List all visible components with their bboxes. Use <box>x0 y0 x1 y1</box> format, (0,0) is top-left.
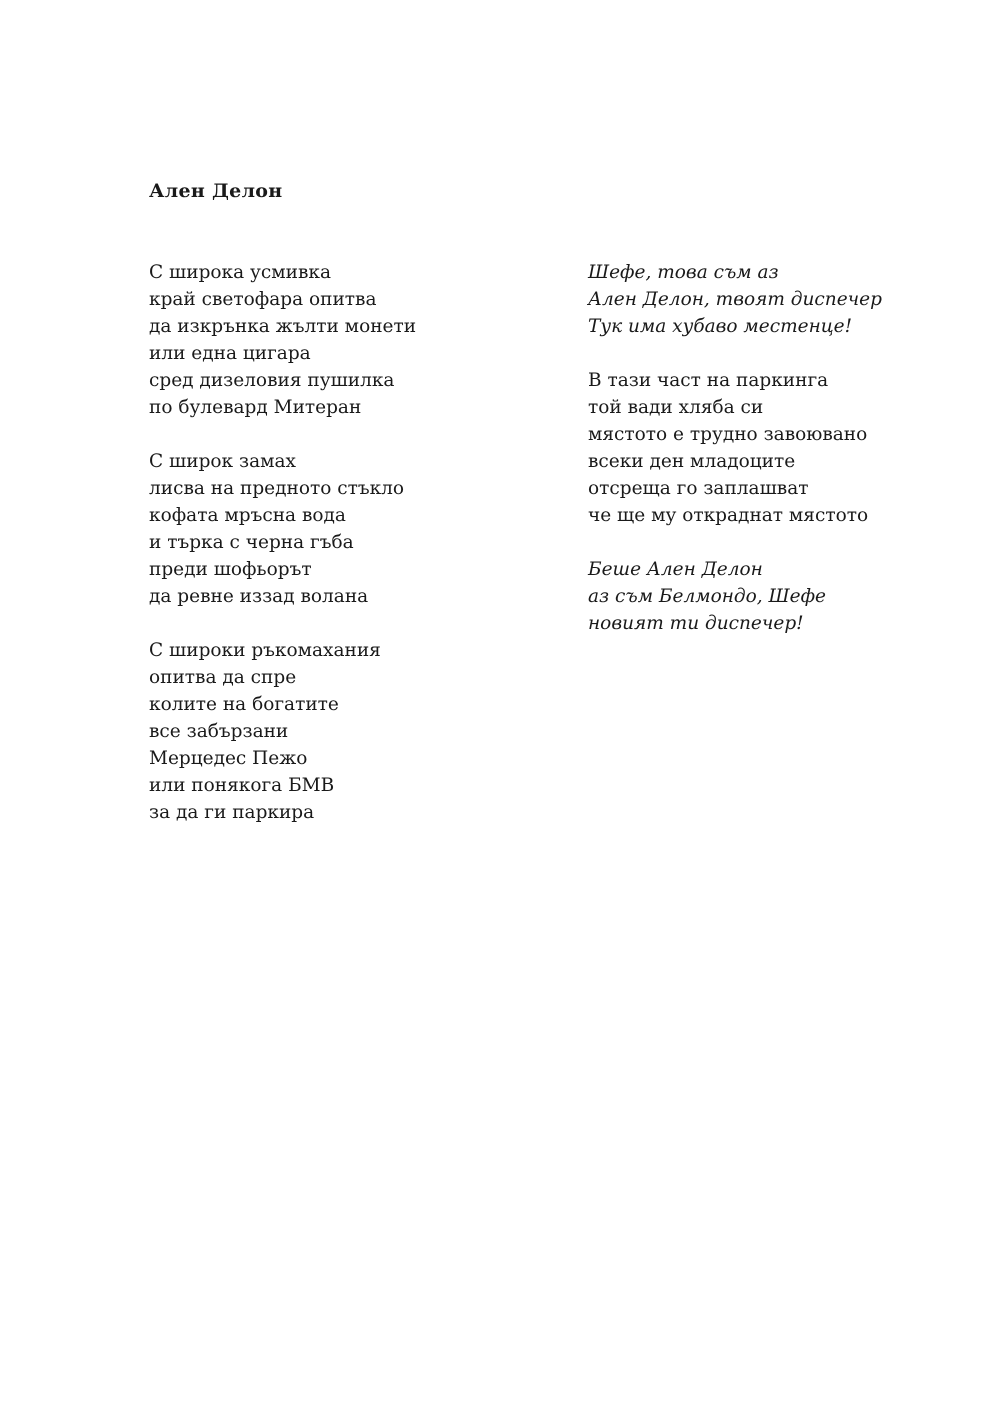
poem-line: или понякога БМВ <box>149 775 335 796</box>
poem-title: Ален Делон <box>149 180 283 202</box>
poem-line: колите на богатите <box>149 694 339 715</box>
stanza <box>149 448 549 610</box>
poem-line: той вади хляба си <box>588 397 764 418</box>
poem-line: Шефе, това съм аз <box>588 262 779 283</box>
right-column <box>588 259 948 664</box>
poem-line: че ще му откраднат мястото <box>588 505 869 526</box>
poem-line: С широк замах <box>149 451 296 472</box>
stanza-italic <box>588 259 948 340</box>
poem-line: за да ги паркира <box>149 802 315 823</box>
poem-line: все забързани <box>149 721 289 742</box>
poem-line: Тук има хубаво местенце! <box>588 316 853 337</box>
stanza <box>149 259 549 421</box>
poem-line: всеки ден младоците <box>588 451 796 472</box>
stanza <box>149 637 549 826</box>
poem-line: аз съм Белмондо, Шефе <box>588 586 827 607</box>
poem-line: лисва на предното стъкло <box>149 478 405 499</box>
poem-line: С широка усмивка <box>149 262 331 283</box>
stanza <box>588 367 948 529</box>
stanza-italic <box>588 556 948 637</box>
poem-line: по булевард Митеран <box>149 397 362 418</box>
poem-line: и търка с черна гъба <box>149 532 354 553</box>
poem-line: С широки ръкомахания <box>149 640 381 661</box>
poem-line: мястото е трудно завоювано <box>588 424 868 445</box>
poem-line: край светофара опитва <box>149 289 377 310</box>
poem-line: опитва да спре <box>149 667 297 688</box>
poem-line: Беше Ален Делон <box>588 559 763 580</box>
poem-line: да изкрънка жълти монети <box>149 316 417 337</box>
poem-line: Мерцедес Пежо <box>149 748 308 769</box>
poem-line: сред дизеловия пушилка <box>149 370 395 391</box>
poem-line: отсреща го заплашват <box>588 478 809 499</box>
left-column <box>149 259 549 853</box>
poem-line: Ален Делон, твоят диспечер <box>588 289 882 310</box>
poem-line: или една цигара <box>149 343 311 364</box>
poem-line: преди шофьорът <box>149 559 312 580</box>
poem-line: да ревне иззад волана <box>149 586 369 607</box>
poem-line: кофата мръсна вода <box>149 505 346 526</box>
poem-line: В тази част на паркинга <box>588 370 829 391</box>
poem-line: новият ти диспечер! <box>588 613 804 634</box>
